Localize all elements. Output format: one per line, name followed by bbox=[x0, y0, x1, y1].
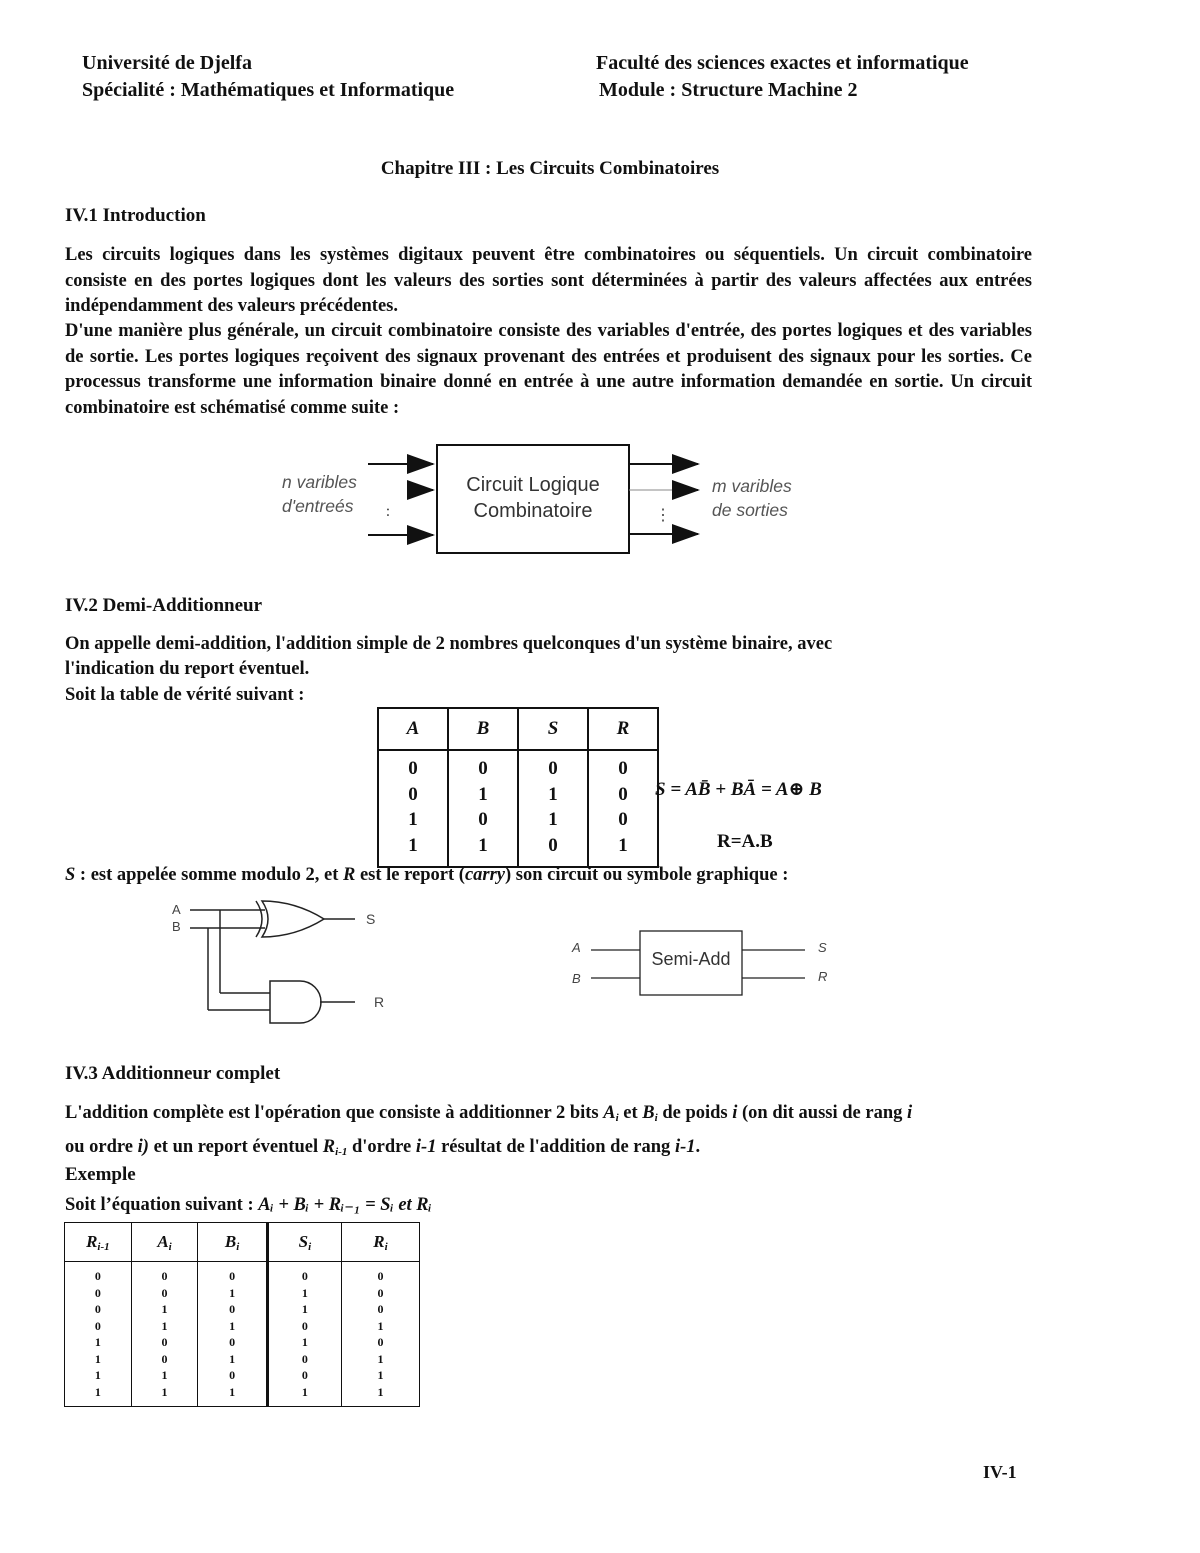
circuit-box-label bbox=[437, 472, 629, 524]
header-text: R bbox=[86, 1231, 98, 1251]
half-adder-caption bbox=[65, 863, 788, 889]
col-header-ai bbox=[131, 1223, 198, 1262]
table-cell: 0 bbox=[131, 1334, 198, 1351]
table-cell: 1 bbox=[198, 1318, 267, 1335]
table-cell: 1 bbox=[448, 833, 518, 868]
col-header-ri bbox=[341, 1223, 419, 1262]
full-adder-paragraph-line-1: L'addition complète est l'opération que consiste à additionner 2 bits $A_i$ et $B_i$ de poids i (on dit aussi de rang i bbox=[65, 1103, 913, 1124]
table-row bbox=[65, 1285, 420, 1302]
table-cell: 1 bbox=[65, 1351, 132, 1368]
var-i-minus-1: i-1 bbox=[674, 1137, 696, 1157]
var-i-minus-1: i-1 bbox=[415, 1137, 437, 1157]
specialty: Spécialité : Mathématiques et Informatique bbox=[82, 79, 455, 101]
table-cell: 1 bbox=[518, 807, 588, 833]
half-adder-gate-schematic bbox=[160, 893, 400, 1033]
table-cell: 0 bbox=[341, 1285, 419, 1302]
text-run: et un report éventuel bbox=[148, 1137, 323, 1157]
university-name: Université de Djelfa bbox=[82, 52, 252, 74]
col-header-R: R bbox=[588, 708, 658, 750]
text-run: d'ordre bbox=[347, 1137, 416, 1157]
table-cell: 0 bbox=[341, 1334, 419, 1351]
half-adder-paragraph-line-1: On appelle demi-addition, l'addition simple de 2 nombres quelconques d'un système binaire, avec bbox=[65, 634, 833, 654]
table-cell: 1 bbox=[198, 1285, 267, 1302]
table-cell: 1 bbox=[267, 1384, 341, 1407]
intro-paragraph-2: D'une manière plus générale, un circuit combinatoire consiste des variables d'entrée, des portes logiques et des variables de sortie. Les portes logiques reçoivent des signaux provenant des entrées et produisent des signaux pour les sorties. Ce processus transforme une information binaire donné en entrée à une autre information demandée en sortie. Un circuit combinatoire est schématisé comme suite : bbox=[65, 321, 1032, 418]
table-cell: 1 bbox=[65, 1384, 132, 1407]
header-sub: i bbox=[236, 1240, 240, 1253]
table-row bbox=[378, 833, 658, 868]
table-cell: 0 bbox=[378, 782, 448, 808]
table-cell: 0 bbox=[588, 807, 658, 833]
page-number: IV-1 bbox=[983, 1462, 1017, 1482]
table-row bbox=[378, 807, 658, 833]
header-sub: i bbox=[384, 1240, 388, 1253]
table-cell: 1 bbox=[198, 1351, 267, 1368]
table-row bbox=[65, 1318, 420, 1335]
var-r: R bbox=[322, 1137, 336, 1157]
table-cell: 1 bbox=[341, 1367, 419, 1384]
and-gate bbox=[270, 981, 321, 1023]
var-ai: A bbox=[603, 1103, 616, 1123]
box-label-line-1: Circuit Logique bbox=[466, 474, 600, 496]
text-run: ou ordre bbox=[65, 1137, 138, 1157]
text-run: de poids bbox=[657, 1103, 733, 1123]
full-adder-paragraph-line-2 bbox=[65, 1135, 700, 1166]
col-header-A: A bbox=[378, 708, 448, 750]
header-text: S bbox=[298, 1231, 309, 1251]
header-sub: i bbox=[168, 1240, 172, 1253]
equation-body: Aᵢ + Bᵢ + Rᵢ₋₁ = Sᵢ et Rᵢ bbox=[258, 1195, 432, 1215]
table-row bbox=[65, 1301, 420, 1318]
table-cell: 1 bbox=[198, 1384, 267, 1407]
header-sub: i bbox=[308, 1240, 312, 1253]
col-header-si bbox=[267, 1223, 341, 1262]
var-i: i) bbox=[137, 1137, 149, 1157]
output-ellipsis: ⋮ bbox=[655, 507, 671, 524]
text-run: résultat de l'addition de rang bbox=[436, 1137, 675, 1157]
carry-formula: R=A.B bbox=[717, 831, 773, 852]
half-adder-paragraph-line-2: l'indication du report éventuel. bbox=[65, 659, 310, 679]
var-i: i bbox=[732, 1103, 738, 1123]
table-cell: 1 bbox=[65, 1334, 132, 1351]
table-cell: 1 bbox=[518, 782, 588, 808]
caption-carry: carry bbox=[464, 865, 506, 885]
table-cell: 1 bbox=[448, 782, 518, 808]
table-cell: 0 bbox=[131, 1262, 198, 1285]
output-label-line-2: de sorties bbox=[712, 500, 788, 520]
table-cell: 0 bbox=[65, 1318, 132, 1335]
table-cell: 0 bbox=[378, 750, 448, 782]
input-label bbox=[282, 470, 357, 518]
table-cell: 0 bbox=[65, 1262, 132, 1285]
text-run: L'addition complète est l'opération que consiste à additionner 2 bits bbox=[65, 1103, 604, 1123]
input-ellipsis: : bbox=[385, 503, 391, 520]
col-header-bi bbox=[198, 1223, 267, 1262]
gate-output-r: R bbox=[374, 994, 385, 1010]
header-sub: i-1 bbox=[97, 1240, 110, 1253]
table-cell: 1 bbox=[267, 1301, 341, 1318]
output-label-line-1: m varibles bbox=[712, 476, 792, 496]
chapter-title: Chapitre III : Les Circuits Combinatoires bbox=[380, 158, 720, 179]
text-run: . bbox=[695, 1137, 701, 1157]
truth-table-intro: Soit la table de vérité suivant : bbox=[65, 685, 305, 705]
section-heading-intro: IV.1 Introduction bbox=[65, 205, 206, 226]
intro-paragraph-1: Les circuits logiques dans les systèmes digitaux peuvent être combinatoires ou séquentiels. Un circuit combinatoire consiste en des portes logiques dont les valeurs des sorties sont déterminées à partir des valeurs affectées aux entrées indépendamment des valeurs précédentes. bbox=[65, 245, 1032, 316]
table-row bbox=[65, 1367, 420, 1384]
table-cell: 1 bbox=[65, 1367, 132, 1384]
table-cell: 0 bbox=[588, 782, 658, 808]
section-heading-full-adder: IV.3 Additionneur complet bbox=[65, 1063, 281, 1084]
table-row bbox=[378, 782, 658, 808]
table-cell: 0 bbox=[65, 1301, 132, 1318]
caption-text: est le report ( bbox=[355, 865, 465, 885]
table-cell: 1 bbox=[588, 833, 658, 868]
table-cell: 0 bbox=[198, 1367, 267, 1384]
caption-r: R bbox=[343, 865, 356, 885]
var-bi: B bbox=[642, 1103, 655, 1123]
table-cell: 1 bbox=[131, 1301, 198, 1318]
col-header-S: S bbox=[518, 708, 588, 750]
header-text: B bbox=[224, 1231, 237, 1251]
xor-gate bbox=[262, 901, 324, 937]
table-cell: 0 bbox=[198, 1262, 267, 1285]
semi-add-output-r: R bbox=[818, 969, 828, 984]
gate-output-s: S bbox=[366, 911, 376, 927]
col-header-r-prev bbox=[65, 1223, 132, 1262]
table-cell: 0 bbox=[341, 1301, 419, 1318]
table-cell: 0 bbox=[588, 750, 658, 782]
table-cell: 0 bbox=[131, 1285, 198, 1302]
header-text: R bbox=[373, 1231, 385, 1251]
sum-formula: S = AB̄ + BĀ = A⊕ B bbox=[655, 779, 822, 800]
table-row bbox=[65, 1262, 420, 1285]
table-cell: 1 bbox=[131, 1318, 198, 1335]
text-run: (on dit aussi de rang bbox=[737, 1103, 907, 1123]
table-row bbox=[65, 1351, 420, 1368]
semi-add-input-a: A bbox=[572, 940, 581, 955]
full-adder-equation bbox=[65, 1193, 432, 1219]
table-cell: 0 bbox=[448, 807, 518, 833]
box-label-line-2: Combinatoire bbox=[473, 500, 593, 522]
semi-add-label: Semi-Add bbox=[651, 949, 731, 969]
header-left bbox=[82, 50, 454, 104]
table-cell: 1 bbox=[131, 1367, 198, 1384]
half-adder-truth-table bbox=[377, 707, 659, 868]
table-cell: 0 bbox=[267, 1318, 341, 1335]
header-text: A bbox=[157, 1231, 169, 1251]
table-cell: 0 bbox=[448, 750, 518, 782]
equation-intro: Soit l’équation suivant : bbox=[65, 1195, 259, 1215]
var-i: i bbox=[907, 1103, 913, 1123]
col-header-B: B bbox=[448, 708, 518, 750]
table-cell: 1 bbox=[131, 1384, 198, 1407]
gate-input-labels bbox=[172, 901, 181, 935]
output-label bbox=[712, 474, 792, 522]
table-cell: 0 bbox=[198, 1301, 267, 1318]
section-heading-half-adder: IV.2 Demi-Additionneur bbox=[65, 595, 263, 616]
semi-add-output-s: S bbox=[818, 940, 827, 955]
caption-text: : est appelée somme modulo 2, et bbox=[75, 865, 343, 885]
table-cell: 1 bbox=[378, 833, 448, 868]
table-cell: 0 bbox=[341, 1262, 419, 1285]
truth-table-header-row bbox=[65, 1223, 420, 1262]
table-cell: 1 bbox=[341, 1384, 419, 1407]
header-right bbox=[596, 50, 969, 104]
var-r-subscript: i-1 bbox=[335, 1146, 348, 1158]
table-cell: 1 bbox=[267, 1285, 341, 1302]
caption-text: ) son circuit ou symbole graphique : bbox=[505, 865, 789, 885]
xor-gate-back-arc bbox=[256, 901, 262, 937]
table-cell: 1 bbox=[267, 1334, 341, 1351]
gate-input-b: B bbox=[172, 919, 181, 934]
table-cell: 0 bbox=[267, 1351, 341, 1368]
table-cell: 0 bbox=[65, 1285, 132, 1302]
table-row bbox=[65, 1334, 420, 1351]
gate-input-a: A bbox=[172, 902, 181, 917]
table-row bbox=[65, 1384, 420, 1407]
table-cell: 1 bbox=[378, 807, 448, 833]
text-run: et bbox=[618, 1103, 643, 1123]
example-heading: Exemple bbox=[65, 1164, 136, 1185]
table-cell: 0 bbox=[518, 750, 588, 782]
faculty-name: Faculté des sciences exactes et informatique bbox=[596, 52, 969, 74]
table-cell: 0 bbox=[518, 833, 588, 868]
table-cell: 1 bbox=[341, 1351, 419, 1368]
table-cell: 0 bbox=[267, 1262, 341, 1285]
semi-add-input-b: B bbox=[572, 971, 581, 986]
table-row bbox=[378, 750, 658, 782]
table-cell: 0 bbox=[198, 1334, 267, 1351]
full-adder-truth-table bbox=[64, 1222, 420, 1407]
module-name: Module : Structure Machine 2 bbox=[599, 79, 858, 101]
table-cell: 0 bbox=[267, 1367, 341, 1384]
input-label-line-1: n varibles bbox=[282, 472, 357, 492]
caption-s: S bbox=[65, 865, 76, 885]
table-cell: 1 bbox=[341, 1318, 419, 1335]
table-cell: 0 bbox=[131, 1351, 198, 1368]
input-label-line-2: d'entreés bbox=[282, 496, 354, 516]
truth-table-header-row bbox=[378, 708, 658, 750]
